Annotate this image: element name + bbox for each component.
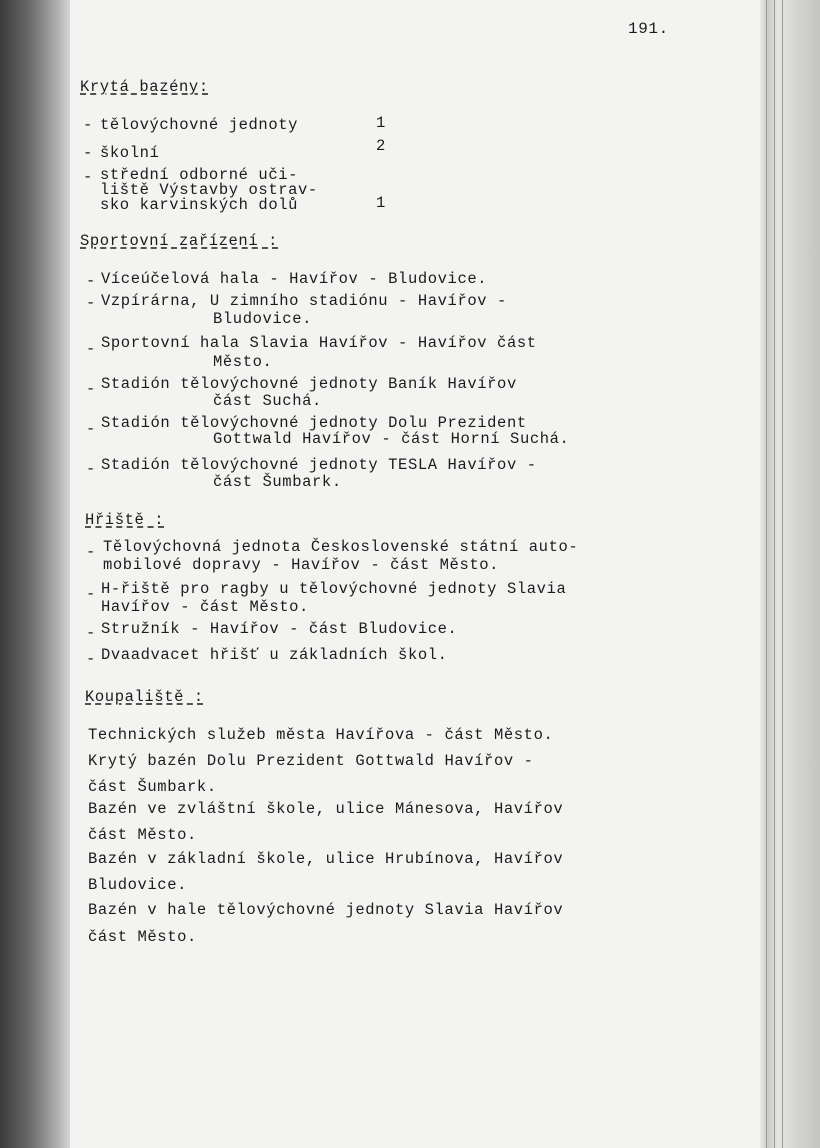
text-line: Bazén ve zvláštní škole, ulice Mánesova, Havířov [88,800,564,818]
list-item: střední odborné uči- [100,166,299,184]
text-line: část Město. [88,826,197,844]
item-count: 1 [376,114,386,132]
list-item: část Suchá. [213,392,322,410]
list-item: Stadión tělovýchovné jednoty Baník Havířov [101,375,517,393]
list-item: Tělovýchovná jednota Československé státní auto- [103,538,579,556]
heading-playgrounds: Hřiště : [85,511,165,529]
text-line: Bazén v základní škole, ulice Hrubínova, Havířov [88,850,564,868]
list-item: mobilové dopravy - Havířov - část Město. [103,556,500,574]
list-item: liště Výstavby ostrav- [100,181,318,199]
list-item: školní [100,144,160,162]
list-item: Dvaadvacet hřišť u základních škol. [101,646,448,664]
text-line: Bazén v hale tělovýchovné jednoty Slavia Havířov [88,901,564,919]
list-item: Bludovice. [213,310,313,328]
list-item: Stadión tělovýchovné jednoty TESLA Havířov - [101,456,537,474]
text-line: Bludovice. [88,876,188,894]
heading-sports-facilities: Sportovní zařízení : [80,232,279,250]
page-edge-stack [760,0,820,1148]
item-count: 1 [376,194,386,212]
heading-swimming-baths: Koupaliště : [85,688,204,706]
list-item: tělovýchovné jednoty [100,116,299,134]
list-item: Sportovní hala Slavia Havířov - Havířov část [101,334,537,352]
list-item: Město. [213,353,273,371]
list-item: Stadión tělovýchovné jednoty Dolu Prezident [101,414,527,432]
text-line: Krytý bazén Dolu Prezident Gottwald Havířov - [88,752,534,770]
list-item: H-řiště pro ragby u tělovýchovné jednoty Slavia [101,580,567,598]
text-line: část Město. [88,928,197,946]
list-item: Havířov - část Město. [101,598,309,616]
list-item: část Šumbark. [213,473,342,491]
text-line: část Šumbark. [88,778,217,796]
list-item: Gottwald Havířov - část Horní Suchá. [213,430,570,448]
list-item: Víceúčelová hala - Havířov - Bludovice. [101,270,488,288]
text-line: Technických služeb města Havířova - část Město. [88,726,554,744]
item-count: 2 [376,137,386,155]
list-item: sko karvinských dolů [100,196,299,214]
scan-binding-shadow [0,0,70,1148]
heading-indoor-pools: Krytá bazény: [80,78,209,96]
list-item: Stružník - Havířov - část Bludovice. [101,620,458,638]
list-item: Vzpírárna, U zimního stadiónu - Havířov - [101,292,507,310]
page-number: 191. [628,20,669,38]
